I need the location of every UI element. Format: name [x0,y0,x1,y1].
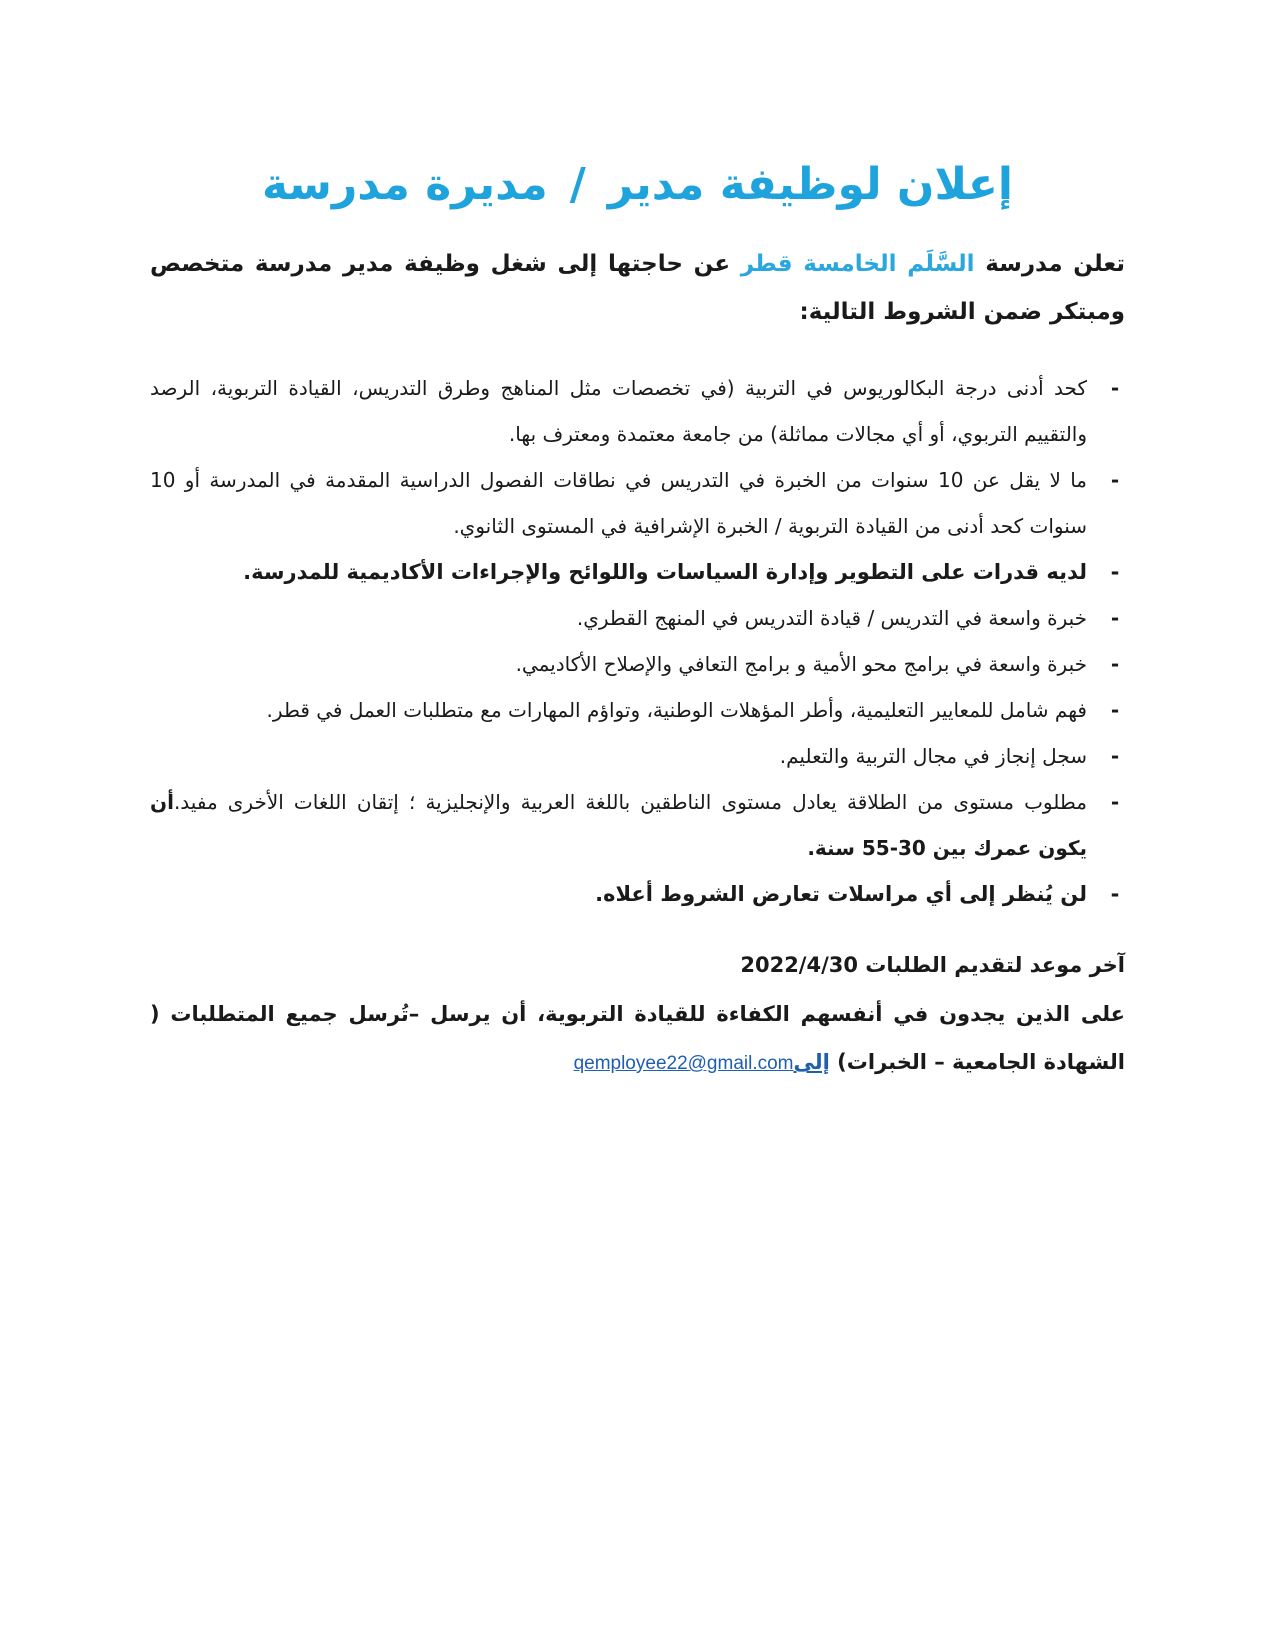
condition-item [150,641,1125,687]
title-part-2: مديرة مدرسة [261,159,548,210]
email-link[interactable]: qemployee22@gmail.com [573,1053,794,1074]
condition-text: مطلوب مستوى من الطلاقة يعادل مستوى الناطقين باللغة العربية والإنجليزية ؛ إتقان اللغات الأخرى مفيد. [173,790,1087,814]
application-deadline: آخر موعد لتقديم الطلبات 2022/4/30 [740,953,1125,977]
page-title [150,150,1125,220]
condition-text: سجل إنجاز في مجال التربية والتعليم. [779,744,1087,768]
bullet-dash: - [1110,468,1120,492]
condition-text: لن يُنظر إلى أي مراسلات تعارض الشروط أعلاه. [595,882,1087,906]
condition-text: خبرة واسعة في التدريس / قيادة التدريس في المنهج القطري. [576,606,1087,630]
school-name: السَّلَم الخامسة قطر [740,251,975,277]
condition-item [150,457,1125,549]
intro-after: عن حاجتها إلى شغل وظيفة مدير مدرسة متخصص ومبتكر ضمن الشروط التالية: [150,251,1125,325]
condition-text: كحد أدنى درجة البكالوريوس في التربية (في تخصصات مثل المناهج وطرق التدريس، القيادة التربوية، الرصد والتقييم التربوي، أو أي مجالات مماثلة) من جامعة معتمدة ومعترف بها. [150,376,1087,446]
bullet-dash: - [1110,790,1120,814]
condition-item [150,733,1125,779]
condition-text: خبرة واسعة في برامج محو الأمية و برامج التعافي والإصلاح الأكاديمي. [515,652,1087,676]
condition-item [150,595,1125,641]
title-slash: / [569,159,586,210]
bullet-dash: - [1110,376,1120,400]
condition-item [150,871,1125,917]
title-part-1: إعلان لوظيفة مدير [607,159,1014,210]
condition-item [150,365,1125,457]
condition-item [150,687,1125,733]
closing-paragraph [150,990,1125,1088]
condition-text: فهم شامل للمعايير التعليمية، وأطر المؤهلات الوطنية، وتواؤم المهارات مع متطلبات العمل في قطر. [266,698,1087,722]
bullet-dash: - [1110,882,1120,906]
closing-text: على الذين يجدون في أنفسهم الكفاءة للقيادة التربوية، أن يرسل –تُرسل جميع المتطلبات ( الشهادة الجامعية – الخبرات) [150,1002,1125,1074]
condition-text: ما لا يقل عن 10 سنوات من الخبرة في التدريس في نطاقات الفصول الدراسية المقدمة في المدرسة أو 10 سنوات كحد أدنى من القيادة التربوية / الخبرة الإشرافية في المستوى الثانوي. [150,468,1088,538]
bullet-dash: - [1110,744,1120,768]
closing-to-word: إلى [793,1050,830,1074]
intro-before: تعلن مدرسة [974,251,1125,277]
condition-item [150,549,1125,595]
bullet-dash: - [1110,560,1120,584]
bullet-dash: - [1110,606,1120,630]
bullet-dash: - [1110,652,1120,676]
conditions-list [150,365,1125,917]
bullet-dash: - [1110,698,1120,722]
condition-text: لديه قدرات على التطوير وإدارة السياسات واللوائح والإجراءات الأكاديمية للمدرسة. [243,560,1087,584]
age-requirement: أن يكون عمرك بين 30-55 سنة. [150,790,1087,860]
intro-paragraph [150,240,1125,336]
condition-item [150,779,1125,871]
